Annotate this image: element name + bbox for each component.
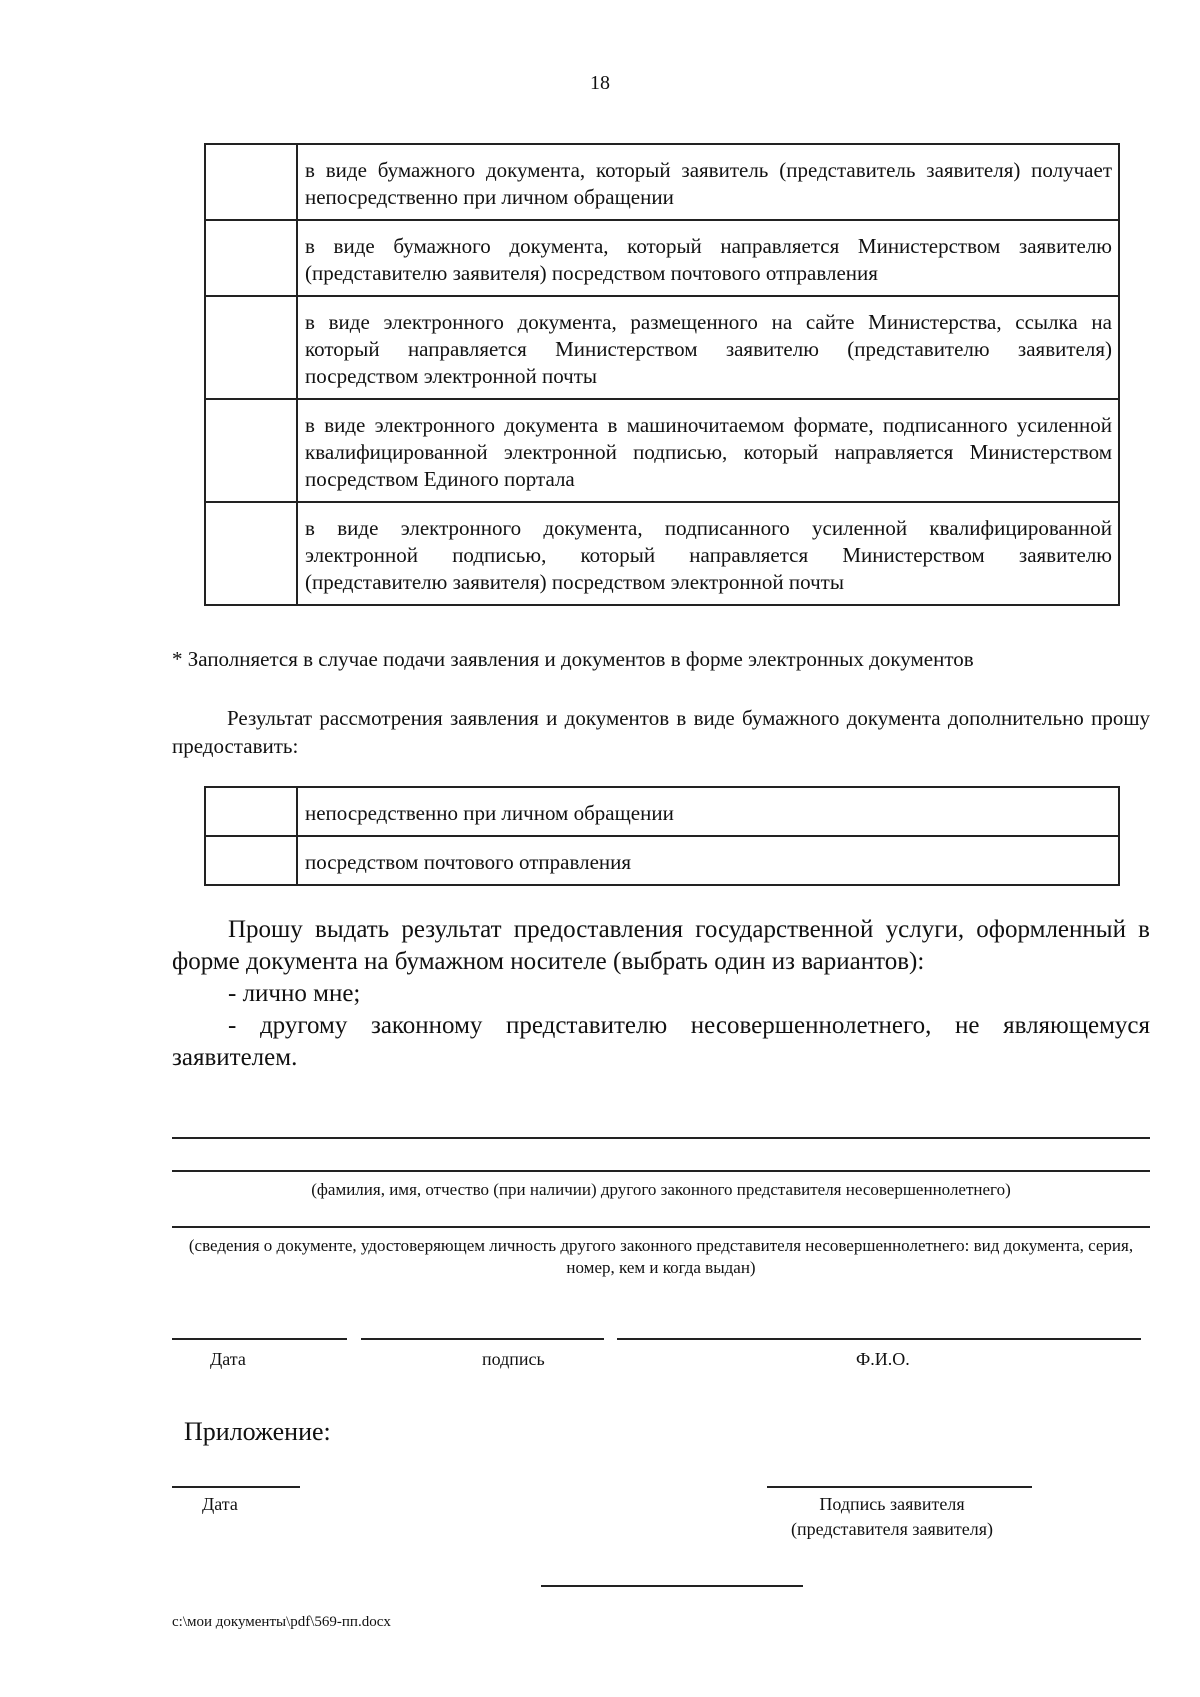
table-row — [205, 220, 1119, 296]
option-text: в виде электронного документа, размещенного на сайте Министерства, ссылка на который направляется Министерством заявителю (представителю заявителя) посредством электронной почты — [297, 296, 1119, 399]
request-block — [172, 914, 1150, 1074]
request-option-personal: - лично мне; — [228, 980, 361, 1007]
delivery-options-table — [204, 143, 1120, 606]
annex-date-label: Дата — [202, 1494, 238, 1514]
fio-line[interactable] — [617, 1338, 1141, 1340]
document-caption: (сведения о документе, удостоверяющем личность другого законного представителя несовершеннолетнего: вид документа, серия, номер, кем и когда выдан) — [188, 1236, 1134, 1277]
table-row — [205, 787, 1119, 836]
footnote: * Заполняется в случае подачи заявления и документов в форме электронных документов — [172, 647, 974, 671]
bottom-separator-line — [541, 1585, 803, 1587]
option-text: в виде бумажного документа, который заявитель (представитель заявителя) получает непосредственно при личном обращении — [297, 144, 1119, 220]
blank-line-2[interactable] — [172, 1170, 1150, 1172]
annex-label: Приложение: — [184, 1417, 331, 1446]
applicant-signature-line[interactable] — [767, 1486, 1032, 1488]
option-text: непосредственно при личном обращении — [297, 787, 1119, 836]
option-checkbox-cell[interactable] — [205, 502, 297, 605]
footer-file-path: c:\мои документы\pdf\569-пп.docx — [172, 1614, 391, 1630]
option-checkbox-cell[interactable] — [205, 399, 297, 502]
table-row — [205, 836, 1119, 885]
request-main-text: Прошу выдать результат предоставления государственной услуги, оформленный в форме документа на бумажном носителе (выбрать один из вариантов): — [172, 916, 1150, 975]
fio-caption: (фамилия, имя, отчество (при наличии) другого законного представителя несовершеннолетнего) — [311, 1180, 1011, 1199]
additional-options-table — [204, 786, 1120, 886]
option-text: в виде электронного документа в машиночитаемом формате, подписанного усиленной квалифицированной электронной подписью, который направляется Министерством посредством Единого портала — [297, 399, 1119, 502]
blank-line-1[interactable] — [172, 1137, 1150, 1139]
table-row — [205, 399, 1119, 502]
option-checkbox-cell[interactable] — [205, 220, 297, 296]
applicant-signature-label: Подпись заявителя — [819, 1494, 965, 1514]
option-text: в виде электронного документа, подписанного усиленной квалифицированной электронной подписью, который направляется Министерством заявителю (представителю заявителя) посредством электронной почты — [297, 502, 1119, 605]
table-row — [205, 296, 1119, 399]
signature-label: подпись — [482, 1349, 545, 1369]
option-checkbox-cell[interactable] — [205, 836, 297, 885]
additional-request-paragraph: Результат рассмотрения заявления и документов в виде бумажного документа дополнительно прошу предоставить: — [172, 706, 1150, 758]
option-text: в виде бумажного документа, который направляется Министерством заявителю (представителю заявителя) посредством почтового отправления — [297, 220, 1119, 296]
annex-date-line[interactable] — [172, 1486, 300, 1488]
table-row — [205, 502, 1119, 605]
table-row — [205, 144, 1119, 220]
page-number: 18 — [590, 72, 610, 94]
date-line[interactable] — [172, 1338, 347, 1340]
fio-label: Ф.И.О. — [856, 1349, 910, 1369]
option-checkbox-cell[interactable] — [205, 787, 297, 836]
signature-line[interactable] — [361, 1338, 604, 1340]
date-label: Дата — [210, 1349, 246, 1369]
applicant-representative-label: (представителя заявителя) — [791, 1519, 993, 1539]
request-option-representative: - другому законному представителю несовершеннолетнего, не являющемуся заявителем. — [172, 1012, 1150, 1071]
option-text: посредством почтового отправления — [297, 836, 1119, 885]
option-checkbox-cell[interactable] — [205, 144, 297, 220]
blank-line-3[interactable] — [172, 1226, 1150, 1228]
option-checkbox-cell[interactable] — [205, 296, 297, 399]
